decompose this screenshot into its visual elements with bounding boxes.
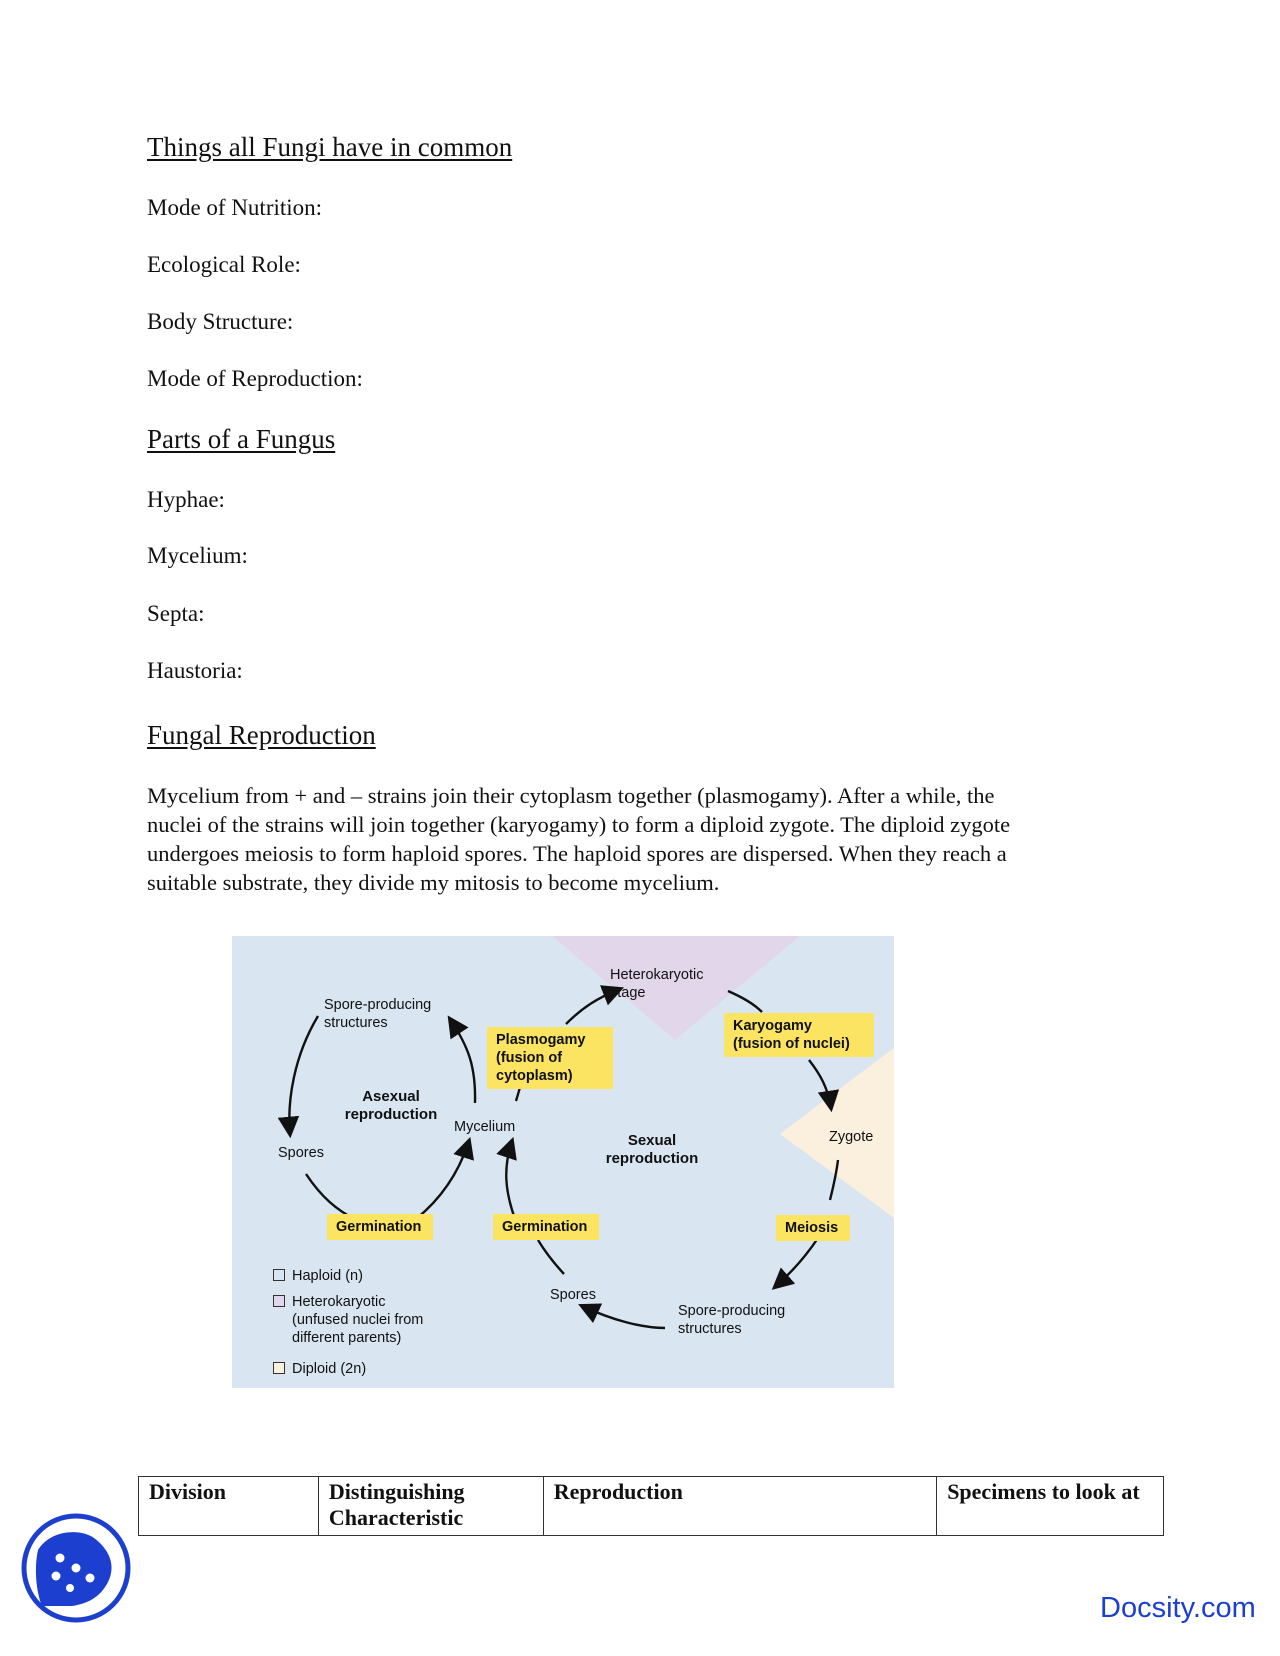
header-reproduction <box>543 1477 937 1536</box>
asexual-label-line: Asexual <box>362 1088 420 1105</box>
asexual-reproduction-label <box>322 1088 460 1124</box>
sexual-label-line: Sexual <box>627 1132 677 1149</box>
zygote-label: Zygote <box>829 1129 874 1145</box>
fungal-life-cycle-diagram <box>232 936 894 1388</box>
legend-swatch-heterokaryotic <box>273 1295 285 1307</box>
label-hyphae: Hyphae: <box>147 487 225 512</box>
legend-diploid-text: Diploid (2n) <box>292 1361 367 1377</box>
heading-parts-of-fungus: Parts of a Fungus <box>147 424 336 454</box>
asexual-label-line: reproduction <box>344 1106 438 1123</box>
legend-haploid-text: Haploid (n) <box>292 1268 363 1284</box>
asexual-structures-line: Spore-producing <box>324 997 432 1013</box>
docsity-logo-icon <box>20 1512 132 1624</box>
arrow-heterokaryotic-to-karyogamy <box>728 991 762 1012</box>
header-distinguishing-line: Characteristic <box>328 1505 464 1530</box>
label-haustoria: Haustoria: <box>147 658 243 683</box>
header-division <box>139 1477 319 1536</box>
heterokaryotic-stage-label <box>610 966 703 1002</box>
arrow-structures-to-spores <box>289 1016 318 1134</box>
germination-right-box: Germination <box>493 1214 599 1240</box>
sexual-structures-line: structures <box>678 1321 742 1337</box>
label-septa: Septa: <box>147 601 205 626</box>
header-specimens-text: Specimens to look at <box>947 1479 1140 1504</box>
label-ecological-role: Ecological Role: <box>147 252 301 277</box>
karyogamy-box <box>724 1013 874 1057</box>
arrow-structures-to-spores-sexual <box>582 1306 665 1328</box>
sexual-label-line: reproduction <box>605 1150 699 1167</box>
meiosis-box: Meiosis <box>776 1215 850 1241</box>
legend-swatch-haploid <box>273 1269 285 1281</box>
legend-heterokaryotic <box>273 1293 473 1349</box>
legend-diploid <box>273 1360 473 1380</box>
arrow-spores-to-germination-sexual <box>538 1240 564 1274</box>
plasmogamy-line: (fusion of <box>496 1050 563 1066</box>
table-header-row <box>139 1477 1164 1536</box>
legend-haploid <box>273 1267 473 1287</box>
sexual-spores-label: Spores <box>550 1287 596 1303</box>
paragraph-line: undergoes meiosis to form haploid spores. The haploid spores are dispersed. When they reach a <box>147 841 1007 866</box>
asexual-structures-line: structures <box>324 1015 388 1031</box>
label-body-structure: Body Structure: <box>147 309 294 334</box>
division-table <box>138 1476 1164 1536</box>
label-mycelium: Mycelium: <box>147 543 248 568</box>
header-distinguishing-characteristic <box>318 1477 543 1536</box>
paragraph-line: nuclei of the strains will join together (karyogamy) to form a diploid zygote. The diploid zygote <box>147 812 1011 837</box>
heterokaryotic-stage-line: Heterokaryotic <box>610 967 704 983</box>
paragraph-line: suitable substrate, they divide my mitosis to become mycelium. <box>147 870 720 895</box>
legend-heterokaryotic-text <box>292 1293 423 1347</box>
header-division-text: Division <box>149 1479 227 1504</box>
paragraph-line: Mycelium from + and – strains join their cytoplasm together (plasmogamy). After a while, the <box>147 783 995 808</box>
legend-heterokaryotic-line: Heterokaryotic <box>292 1294 386 1310</box>
arrow-meiosis-to-structures <box>775 1238 818 1287</box>
germination-left-box: Germination <box>327 1214 433 1240</box>
reproduction-paragraph <box>147 781 1107 897</box>
sexual-reproduction-label <box>592 1132 712 1168</box>
legend-heterokaryotic-line: different parents) <box>292 1330 402 1346</box>
arrow-germination-to-mycelium-sexual <box>506 1141 515 1219</box>
asexual-spores-label: Spores <box>278 1145 324 1161</box>
mycelium-label: Mycelium <box>454 1119 516 1135</box>
arrow-germination-to-mycelium <box>416 1141 469 1219</box>
plasmogamy-box <box>487 1027 613 1089</box>
heading-things-in-common: Things all Fungi have in common <box>147 132 513 162</box>
legend-swatch-diploid <box>273 1362 285 1374</box>
label-mode-of-reproduction: Mode of Reproduction: <box>147 366 363 391</box>
header-distinguishing-line: Distinguishing <box>328 1479 465 1504</box>
sexual-spore-producing-structures <box>678 1302 785 1338</box>
heading-fungal-reproduction: Fungal Reproduction <box>147 720 376 750</box>
sexual-structures-line: Spore-producing <box>678 1303 786 1319</box>
heterokaryotic-stage-line: stage <box>610 985 646 1001</box>
karyogamy-line: Karyogamy <box>733 1018 812 1034</box>
karyogamy-line: (fusion of nuclei) <box>733 1036 850 1052</box>
plasmogamy-line: cytoplasm) <box>496 1068 573 1084</box>
header-reproduction-text: Reproduction <box>553 1479 683 1504</box>
legend-heterokaryotic-line: (unfused nuclei from <box>292 1312 424 1328</box>
plasmogamy-line: Plasmogamy <box>496 1032 586 1048</box>
docsity-brand-text[interactable]: Docsity.com <box>1100 1592 1256 1624</box>
label-mode-of-nutrition: Mode of Nutrition: <box>147 195 323 220</box>
header-specimens <box>937 1477 1164 1536</box>
asexual-spore-producing-structures <box>324 996 431 1032</box>
